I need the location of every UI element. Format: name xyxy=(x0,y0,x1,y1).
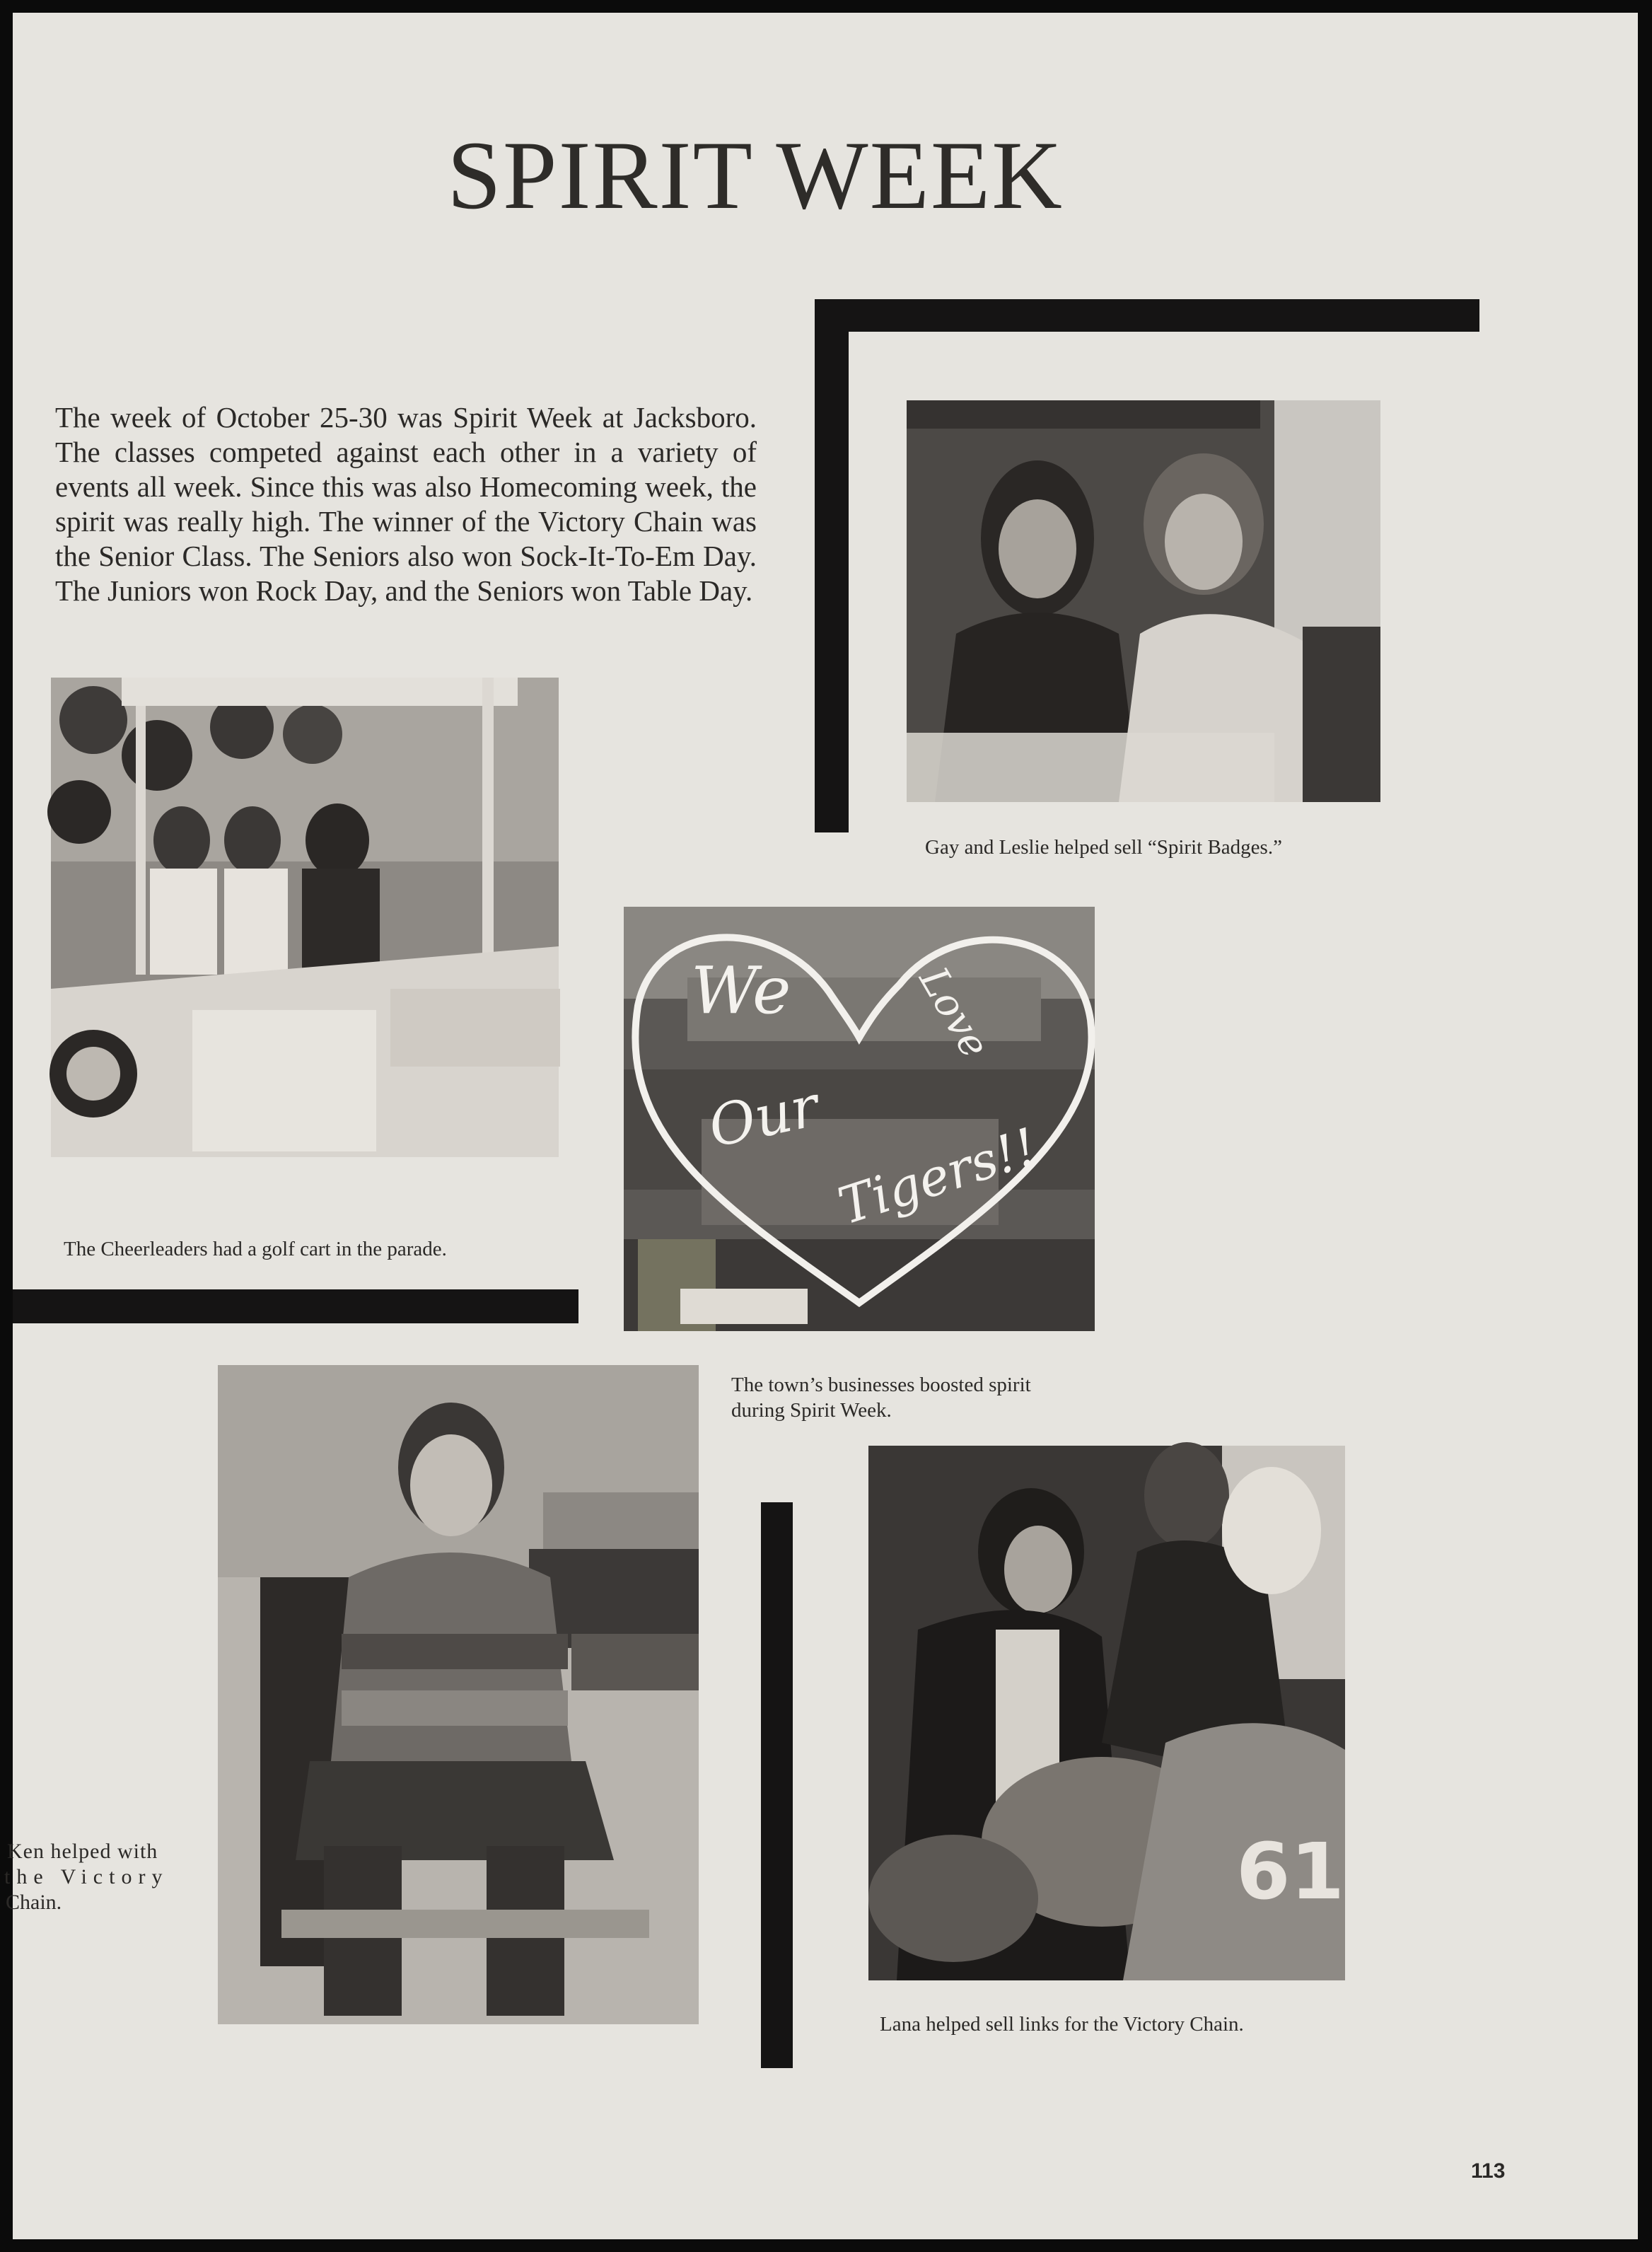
window-sign-we: We xyxy=(691,953,791,1028)
caption-businesses-line2: during Spirit Week. xyxy=(731,1399,892,1422)
photo-cheerleaders-golf-cart xyxy=(51,678,559,1157)
photo-window-sign xyxy=(624,907,1095,1331)
caption-cheerleaders: The Cheerleaders had a golf cart in the parade. xyxy=(64,1238,447,1260)
intro-paragraph: The week of October 25-30 was Spirit Week at Jacksboro. The classes competed against each other in a variety of events all week. Since this was also Homecoming week, the spirit was really high. The winner of the Victory Chain was the Senior Class. The Seniors also won Sock-It-To-Em Day. The Juniors won Rock Day, and the Seniors won Table Day. xyxy=(55,401,757,607)
page-number: 113 xyxy=(1471,2159,1506,2183)
caption-spirit-badges: Gay and Leslie helped sell “Spirit Badges.” xyxy=(925,836,1282,859)
frame-bar-bottom-vertical xyxy=(761,1502,793,2068)
caption-ken-line1: Ken helped with xyxy=(7,1840,158,1863)
window-sign-tigers: Tigers!! xyxy=(831,1116,1045,1236)
frame-bar-top-right xyxy=(815,299,1479,332)
window-sign-our: Our xyxy=(702,1073,825,1161)
frame-bar-left-vertical xyxy=(815,299,849,832)
page-title: SPIRIT WEEK xyxy=(447,121,1064,229)
caption-businesses-line1: The town’s businesses boosted spirit xyxy=(731,1374,1031,1396)
svg-text:61: 61 xyxy=(1236,1826,1345,1917)
yearbook-page xyxy=(4,13,1638,2239)
frame-bar-middle-left xyxy=(13,1289,578,1323)
caption-lana: Lana helped sell links for the Victory Chain. xyxy=(880,2013,1244,2036)
photo-ken xyxy=(218,1365,699,2024)
photo-spirit-badges xyxy=(907,400,1380,802)
caption-ken-line3: Chain. xyxy=(6,1891,62,1914)
caption-ken-line2: the Victory xyxy=(4,1865,169,1888)
window-sign-love: Love xyxy=(909,959,999,1066)
photo-lana xyxy=(868,1446,1345,1980)
